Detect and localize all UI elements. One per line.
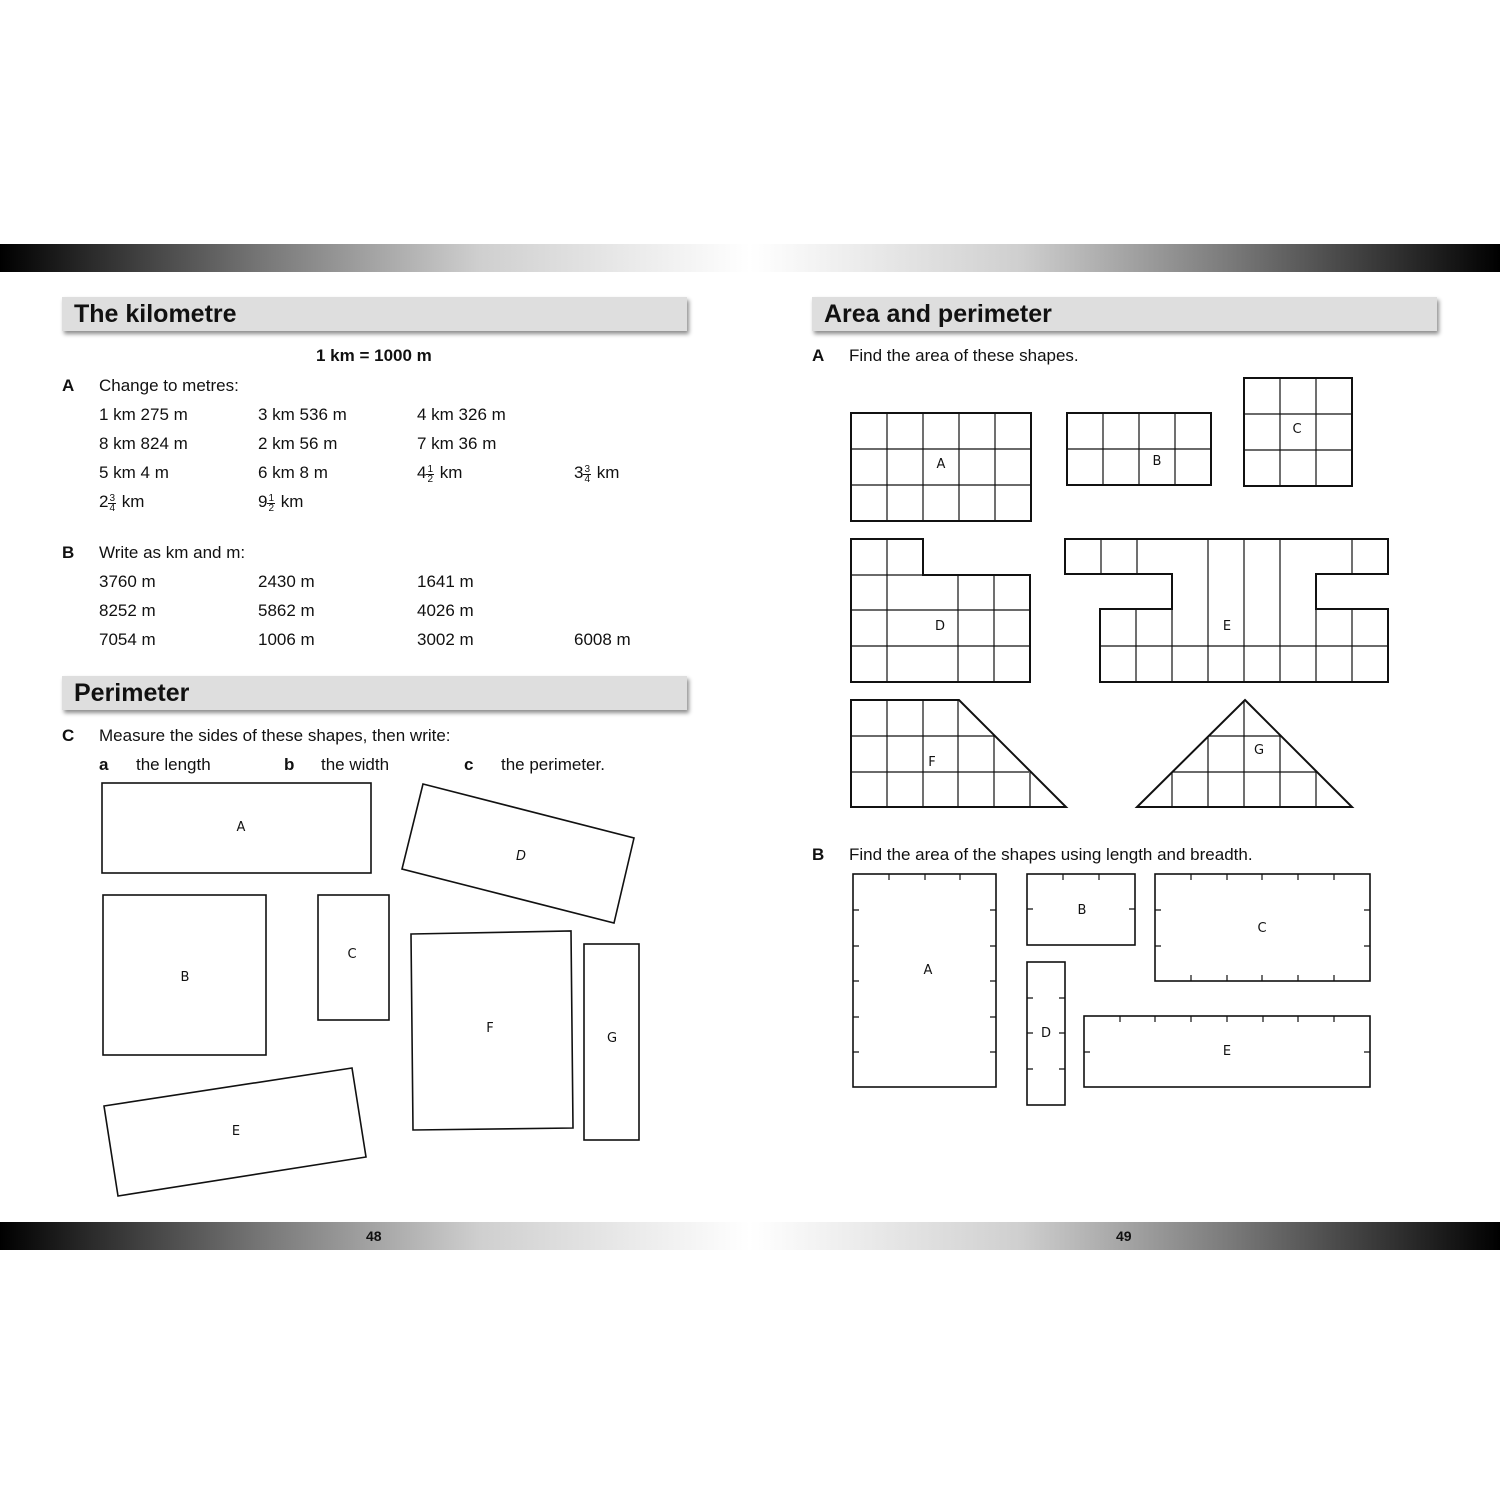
shape-label: F [486, 1021, 494, 1036]
area-section-b-instruction: Find the area of the shapes using length and breadth. [849, 845, 1253, 864]
area-section-a-instruction: Find the area of these shapes. [849, 346, 1079, 365]
perimeter-heading: Perimeter [62, 676, 687, 710]
measure-rect-e [1084, 1016, 1370, 1087]
section-a-letter: A [62, 376, 75, 395]
grid-label: F [928, 755, 936, 770]
perimeter-shape-e [104, 1068, 366, 1196]
grid-label: C [1292, 422, 1302, 437]
m-item: 8252 m [99, 601, 156, 620]
part-letter: c [464, 755, 474, 774]
m-item: 5862 m [258, 601, 315, 620]
shape-label: E [231, 1124, 241, 1139]
section-b-letter: B [62, 543, 75, 562]
part-letter: a [99, 755, 109, 774]
m-item: 4026 m [417, 601, 474, 620]
shape-label: G [606, 1031, 618, 1046]
section-c-letter: C [62, 726, 75, 745]
m-item: 1641 m [417, 572, 474, 591]
section-a-instruction: Change to metres: [99, 376, 239, 395]
grid-shape-d [851, 539, 1030, 682]
km-item: 3 km 536 m [258, 405, 347, 424]
km-fraction-item: 4 $\frac{1}{2}$ km [417, 463, 463, 485]
m-item: 2430 m [258, 572, 315, 591]
perimeter-shape-g [584, 944, 639, 1140]
measure-rect-b [1027, 874, 1135, 945]
part-text: the length [136, 755, 211, 774]
km-item: 1 km 275 m [99, 405, 188, 424]
grid-shape-f [851, 700, 1066, 807]
rect-label: A [923, 963, 933, 978]
part-text: the width [321, 755, 390, 774]
page-number-left: 48 [366, 1228, 382, 1244]
shape-label: D [515, 849, 527, 864]
km-fraction-item: 2 $\frac{3}{4}$ km [99, 492, 145, 514]
shape-label: C [347, 947, 357, 962]
page-number-right: 49 [1116, 1228, 1132, 1244]
m-item: 3002 m [417, 630, 474, 649]
area-section-a-letter: A [812, 346, 825, 365]
grid-label: D [934, 619, 946, 634]
grid-label: G [1253, 743, 1265, 758]
m-item: 7054 m [99, 630, 156, 649]
rect-label: D [1040, 1026, 1052, 1041]
grid-shape-e [1065, 539, 1388, 682]
rect-label: E [1222, 1044, 1232, 1059]
section-b-instruction: Write as km and m: [99, 543, 246, 562]
km-item: 5 km 4 m [99, 463, 169, 482]
perimeter-shape-b [103, 895, 266, 1055]
shape-label: B [180, 970, 190, 985]
grid-label: B [1152, 454, 1162, 469]
grid-label: E [1222, 619, 1232, 634]
perimeter-shape-f [411, 931, 573, 1130]
km-formula: 1 km = 1000 m [316, 346, 432, 365]
rect-label: B [1077, 903, 1087, 918]
perimeter-shape-d [402, 784, 634, 923]
grid-shape-a [851, 413, 1031, 521]
kilometre-heading: The kilometre [62, 297, 687, 331]
area-heading: Area and perimeter [812, 297, 1437, 331]
rect-label: C [1257, 921, 1267, 936]
measure-rect-a [853, 874, 996, 1087]
area-section-b-letter: B [812, 845, 825, 864]
km-item: 7 km 36 m [417, 434, 497, 453]
shape-label: A [236, 820, 246, 835]
part-text: the perimeter. [501, 755, 605, 774]
grid-shape-b [1067, 413, 1211, 485]
km-item: 2 km 56 m [258, 434, 338, 453]
grid-shape-c [1244, 378, 1352, 486]
km-item: 4 km 326 m [417, 405, 506, 424]
m-item: 6008 m [574, 630, 631, 649]
km-item: 6 km 8 m [258, 463, 328, 482]
perimeter-shape-c [318, 895, 389, 1020]
perimeter-shape-a [102, 783, 371, 873]
measure-rect-d [1027, 962, 1065, 1105]
m-item: 1006 m [258, 630, 315, 649]
part-letter: b [284, 755, 295, 774]
section-c-instruction: Measure the sides of these shapes, then write: [99, 726, 451, 745]
grid-label: A [936, 457, 946, 472]
grid-shape-g [1137, 700, 1352, 807]
measure-rect-c [1155, 874, 1370, 981]
m-item: 3760 m [99, 572, 156, 591]
km-fraction-item: 3 $\frac{3}{4}$ km [574, 463, 620, 485]
km-item: 8 km 824 m [99, 434, 188, 453]
km-fraction-item: 9 $\frac{1}{2}$ km [258, 492, 304, 514]
